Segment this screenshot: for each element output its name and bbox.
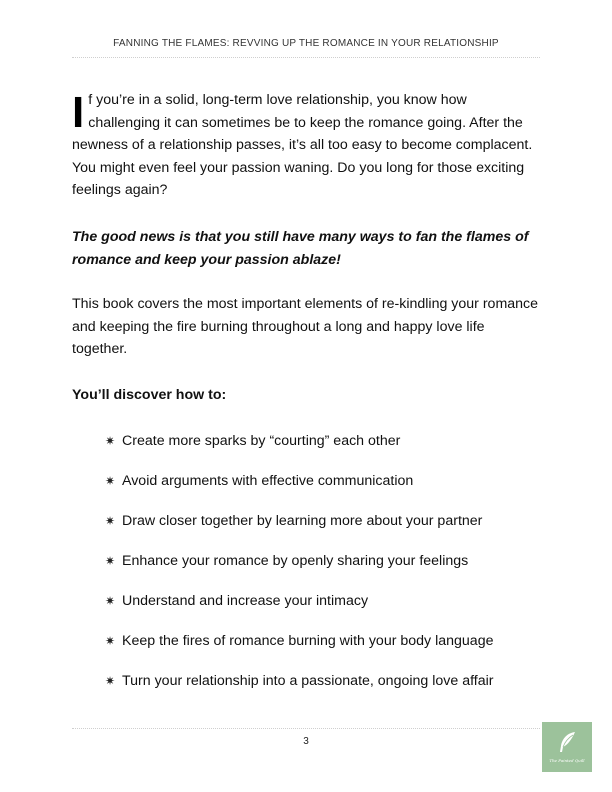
logo-text: The Painted Quill xyxy=(549,758,585,763)
emphasis-paragraph: The good news is that you still have many ways to fan the flames of romance and keep your passion ablaze! xyxy=(72,229,529,268)
star-bullet-icon: ✷ xyxy=(105,434,116,448)
running-header: FANNING THE FLAMES: REVVING UP THE ROMANCE IN YOUR RELATIONSHIP xyxy=(113,38,499,49)
list-item-text: Enhance your romance by openly sharing your feelings xyxy=(122,553,469,569)
publisher-logo xyxy=(542,722,592,772)
star-bullet-icon: ✷ xyxy=(105,634,116,648)
list-item xyxy=(105,470,545,510)
star-bullet-icon: ✷ xyxy=(105,474,116,488)
benefits-list xyxy=(105,430,545,710)
header-divider xyxy=(72,57,540,58)
star-bullet-icon: ✷ xyxy=(105,514,116,528)
list-item-text: Understand and increase your intimacy xyxy=(122,593,369,609)
list-item xyxy=(105,590,545,630)
list-item-text: Draw closer together by learning more about your partner xyxy=(122,513,483,529)
list-item-text: Avoid arguments with effective communication xyxy=(122,473,414,489)
intro-paragraph xyxy=(72,89,542,202)
star-bullet-icon: ✷ xyxy=(105,594,116,608)
list-item-text: Keep the fires of romance burning with your body language xyxy=(122,633,494,649)
intro-text: f you’re in a solid, long-term love relationship, you know how challenging it can sometimes be to keep the romance going. After the newness of a relationship passes, it’s all too easy to become complacent. You might even feel your passion waning. Do you long for those exciting feelings again? xyxy=(72,92,533,198)
list-item xyxy=(105,510,545,550)
quill-icon xyxy=(556,730,578,756)
covers-paragraph: This book covers the most important elements of re-kindling your romance and keeping the fire burning throughout a long and happy love life together. xyxy=(72,296,539,357)
list-item xyxy=(105,630,545,670)
list-item xyxy=(105,670,545,710)
discover-heading: You’ll discover how to: xyxy=(72,387,227,403)
footer-divider xyxy=(72,728,540,729)
list-item xyxy=(105,430,545,470)
star-bullet-icon: ✷ xyxy=(105,674,116,688)
list-item xyxy=(105,550,545,590)
drop-cap: I xyxy=(72,88,85,137)
star-bullet-icon: ✷ xyxy=(105,554,116,568)
list-item-text: Create more sparks by “courting” each other xyxy=(122,433,401,449)
page-number: 3 xyxy=(303,736,309,747)
list-item-text: Turn your relationship into a passionate, ongoing love affair xyxy=(122,673,494,689)
